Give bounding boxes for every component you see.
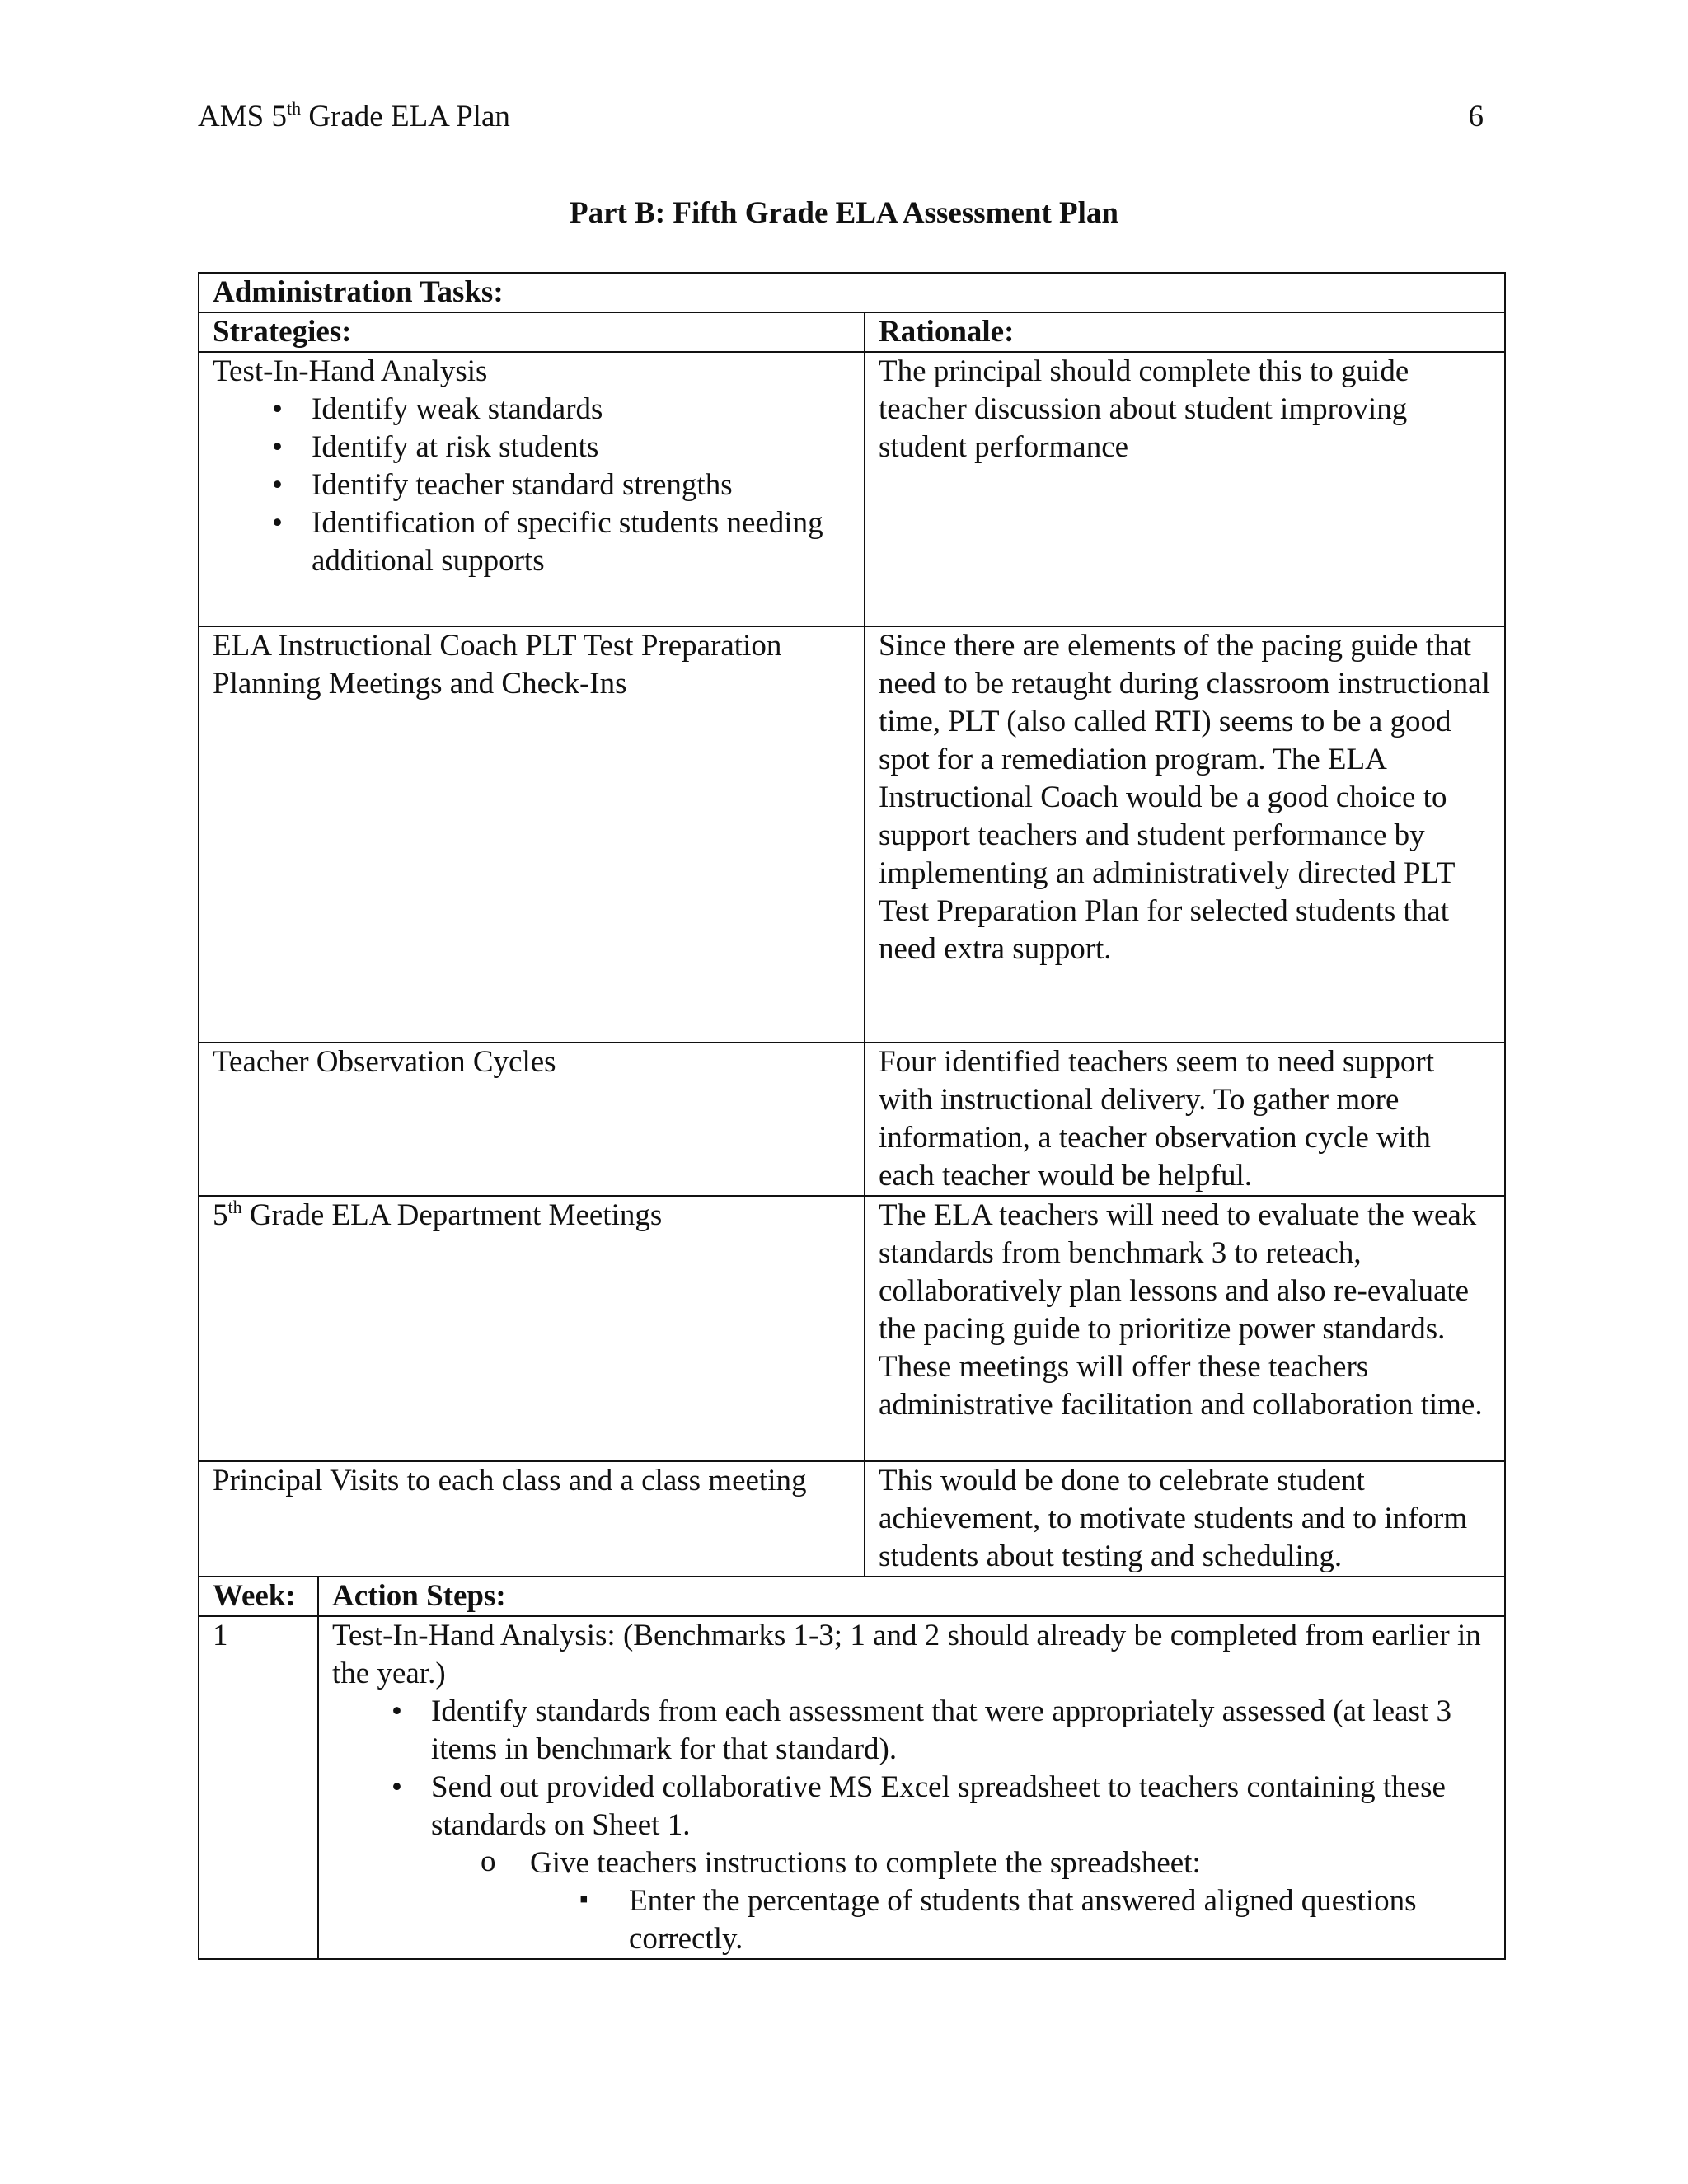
list-item: • Identify weak standards [213,391,851,429]
strategy-row [199,352,1505,626]
week-heading-row [199,1577,1505,1616]
strategies-heading: Strategies: [199,312,865,352]
rationale-heading: Rationale: [865,312,1505,352]
action-steps-cell [318,1616,1505,1959]
rationale-cell: Since there are elements of the pacing guide that need to be retaught during classroom instructional time, PLT (also called RTI) seems to be a good spot for a remediation program. The ELA Instructional Coach would be a good choice to support teachers and student performance by implementing an administratively directed PLT Test Preparation Plan for selected students that need extra support. [865,626,1505,1043]
action-intro: Test-In-Hand Analysis: (Benchmarks 1-3; 1 and 2 should already be completed from earlier in the year.) [332,1619,1481,1690]
strategy-cell [199,352,865,626]
list-item: • Identify at risk students [213,429,851,466]
strategy-cell: Teacher Observation Cycles [199,1043,865,1196]
action-steps-heading: Action Steps: [318,1577,1505,1616]
strategy-cell: ELA Instructional Coach PLT Test Preparation Planning Meetings and Check-Ins [199,626,865,1043]
strategy-row [199,1461,1505,1577]
action-steps-list [332,1693,1491,1958]
strategy-cell: 5th Grade ELA Department Meetings [199,1196,865,1461]
rationale-cell: The ELA teachers will need to evaluate the weak standards from benchmark 3 to reteach, collaboratively plan lessons and also re-evaluate the pacing guide to prioritize power standards. These meetings will offer these teachers administrative facilitation and collaboration time. [865,1196,1505,1461]
week-row [199,1616,1505,1959]
strategy-cell: Principal Visits to each class and a class meeting [199,1461,865,1577]
document-title: Part B: Fifth Grade ELA Assessment Plan [570,196,1118,230]
admin-tasks-row [199,273,1505,312]
week-number: 1 [199,1616,318,1959]
assessment-plan-table [198,272,1506,1960]
strategy-text: Test-In-Hand Analysis [213,354,488,388]
strategy-row [199,626,1505,1043]
list-item: • Identify teacher standard strengths [213,466,851,504]
list-item: ▪ Enter the percentage of students that answered aligned questions correctly. [332,1882,1491,1958]
rationale-cell: Four identified teachers seem to need support with instructional delivery. To gather more information, a teacher observation cycle with each teacher would be helpful. [865,1043,1505,1196]
list-item: • Identification of specific students needing additional supports [213,504,851,580]
admin-tasks-heading: Administration Tasks: [199,273,1505,312]
week-heading: Week: [199,1577,318,1616]
strategy-bullet-list [213,391,851,580]
list-item: • Identify standards from each assessment that were appropriately assessed (at least 3 items in benchmark for that standard). [332,1693,1491,1769]
list-item: o Give teachers instructions to complete the spreadsheet: [332,1844,1491,1882]
list-item: • Send out provided collaborative MS Excel spreadsheet to teachers containing these standards on Sheet 1. [332,1769,1491,1844]
strategy-row [199,1043,1505,1196]
rationale-cell: This would be done to celebrate student achievement, to motivate students and to inform students about testing and scheduling. [865,1461,1505,1577]
running-head: AMS 5th Grade ELA Plan [198,98,510,134]
strategy-row [199,1196,1505,1461]
strategies-heading-row [199,312,1505,352]
page-number: 6 [1468,100,1484,134]
rationale-cell: The principal should complete this to guide teacher discussion about student improving student performance [865,352,1505,626]
